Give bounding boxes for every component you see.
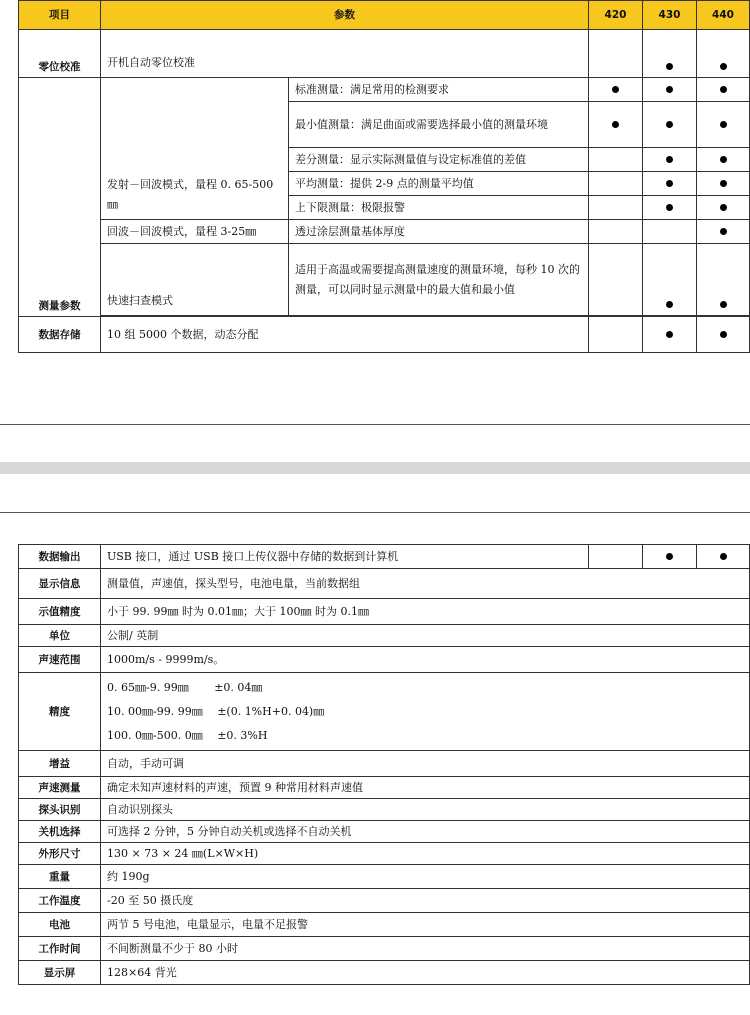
table-row: [19, 889, 750, 913]
table-row: [19, 751, 750, 777]
accuracy-list: [101, 673, 750, 751]
row-text: -20 至 50 摄氏度: [101, 889, 750, 913]
dot-mark: [720, 63, 727, 70]
table-row: [19, 843, 750, 865]
dot-mark: [720, 180, 727, 187]
table-row: [19, 799, 750, 821]
dot-mark: [666, 63, 673, 70]
header-model-420: 420: [589, 1, 643, 30]
table-row: [19, 78, 750, 102]
row-text: 两节 5 号电池，电量显示，电量不足报警: [101, 913, 750, 937]
dot-mark: [666, 156, 673, 163]
table-row: [19, 317, 750, 353]
row-label: 工作时间: [19, 937, 101, 961]
header-param: 参数: [101, 1, 589, 30]
sub-mode: 透过涂层测量基体厚度: [289, 220, 589, 244]
row-label: 数据存储: [19, 317, 101, 353]
table-row: [19, 647, 750, 673]
sub-mode: 差分测量：显示实际测量值与设定标准值的差值: [289, 148, 589, 172]
row-label: 重量: [19, 865, 101, 889]
table-row: [19, 545, 750, 569]
accuracy-line: 100. 0㎜-500. 0㎜ ±0. 3%H: [107, 728, 268, 742]
dot-mark: [720, 553, 727, 560]
table-row: [19, 599, 750, 625]
row-text: 小于 99. 99㎜ 时为 0.01㎜；大于 100㎜ 时为 0.1㎜: [101, 599, 750, 625]
dot-mark: [720, 331, 727, 338]
dot-mark: [666, 553, 673, 560]
sub-mode: 最小值测量：满足曲面或需要选择最小值的测量环境: [289, 102, 589, 148]
dot-mark: [720, 156, 727, 163]
table-row: [19, 937, 750, 961]
row-text: 确定未知声速材料的声速，预置 9 种常用材料声速值: [101, 777, 750, 799]
dot-mark: [666, 301, 673, 308]
row-label: 声速测量: [19, 777, 101, 799]
row-label: 测量参数: [19, 78, 101, 317]
dot-mark: [666, 86, 673, 93]
row-text: 1000m/s - 9999m/s。: [101, 647, 750, 673]
table-row: [19, 821, 750, 843]
dot-mark: [666, 331, 673, 338]
row-text: USB 接口，通过 USB 接口上传仪器中存储的数据到计算机: [101, 545, 589, 569]
header-model-430: 430: [643, 1, 697, 30]
row-text: 不间断测量不少于 80 小时: [101, 937, 750, 961]
row-label: 显示屏: [19, 961, 101, 985]
sub-mode: 上下限测量：极限报警: [289, 196, 589, 220]
divider-band: [0, 462, 750, 474]
row-text: 约 190g: [101, 865, 750, 889]
dot-mark: [720, 204, 727, 211]
dot-mark: [666, 180, 673, 187]
sub-mode: 适用于高温或需要提高测量速度的测量环境，每秒 10 次的测量，可以同时显示测量中的最大值和最小值: [289, 244, 589, 316]
row-text: 自动识别探头: [101, 799, 750, 821]
row-label: 探头识别: [19, 799, 101, 821]
row-text: 测量值，声速值，探头型号，电池电量，当前数据组: [101, 569, 750, 599]
row-text: 10 组 5000 个数据，动态分配: [101, 317, 589, 353]
spec-table-top: [18, 0, 750, 353]
table-row: [19, 569, 750, 599]
header-item: 项目: [19, 1, 101, 30]
dot-mark: [666, 121, 673, 128]
row-label: 增益: [19, 751, 101, 777]
row-label: 示值精度: [19, 599, 101, 625]
row-label: 工作温度: [19, 889, 101, 913]
row-label: 单位: [19, 625, 101, 647]
dot-mark: [720, 86, 727, 93]
sub-mode: 标准测量：满足常用的检测要求: [289, 78, 589, 102]
row-label: 精度: [19, 673, 101, 751]
divider: [0, 512, 750, 513]
table-row: [19, 961, 750, 985]
dot-mark: [720, 121, 727, 128]
sub-mode: 平均测量：提供 2-9 点的测量平均值: [289, 172, 589, 196]
row-label: 电池: [19, 913, 101, 937]
row-label: 数据输出: [19, 545, 101, 569]
accuracy-line: 10. 00㎜-99. 99㎜ ±(0. 1%H+0. 04)㎜: [107, 704, 325, 718]
header-model-440: 440: [697, 1, 750, 30]
dot-mark: [612, 86, 619, 93]
mode-echo-echo: 回波－回波模式，量程 3-25㎜: [101, 220, 289, 244]
table-row: [19, 244, 750, 316]
dot-mark: [666, 204, 673, 211]
mode-pulse-echo: 发射－回波模式，量程 0. 65-500㎜: [101, 78, 289, 220]
accuracy-line: 0. 65㎜-9. 99㎜ ±0. 04㎜: [107, 680, 263, 694]
row-text: 自动，手动可调: [101, 751, 750, 777]
table-row: [19, 220, 750, 244]
header-row: [19, 1, 750, 30]
table-row: [19, 625, 750, 647]
table-row: [19, 673, 750, 751]
row-text: 开机自动零位校准: [101, 30, 589, 78]
row-text: 130 × 73 × 24 ㎜(L×W×H): [101, 843, 750, 865]
dot-mark: [612, 121, 619, 128]
mode-fast-scan: 快速扫查模式: [101, 244, 289, 316]
row-text: 可选择 2 分钟，5 分钟自动关机或选择不自动关机: [101, 821, 750, 843]
row-label: 显示信息: [19, 569, 101, 599]
divider: [0, 424, 750, 425]
table-row: [19, 777, 750, 799]
spec-table-bottom: [18, 544, 750, 985]
row-text: 128×64 背光: [101, 961, 750, 985]
dot-mark: [720, 228, 727, 235]
row-label: 声速范围: [19, 647, 101, 673]
row-label: 零位校准: [19, 30, 101, 78]
row-label: 外形尺寸: [19, 843, 101, 865]
table-row: [19, 913, 750, 937]
table-row: [19, 865, 750, 889]
row-label: 关机选择: [19, 821, 101, 843]
table-row: [19, 30, 750, 78]
row-text: 公制/ 英制: [101, 625, 750, 647]
dot-mark: [720, 301, 727, 308]
